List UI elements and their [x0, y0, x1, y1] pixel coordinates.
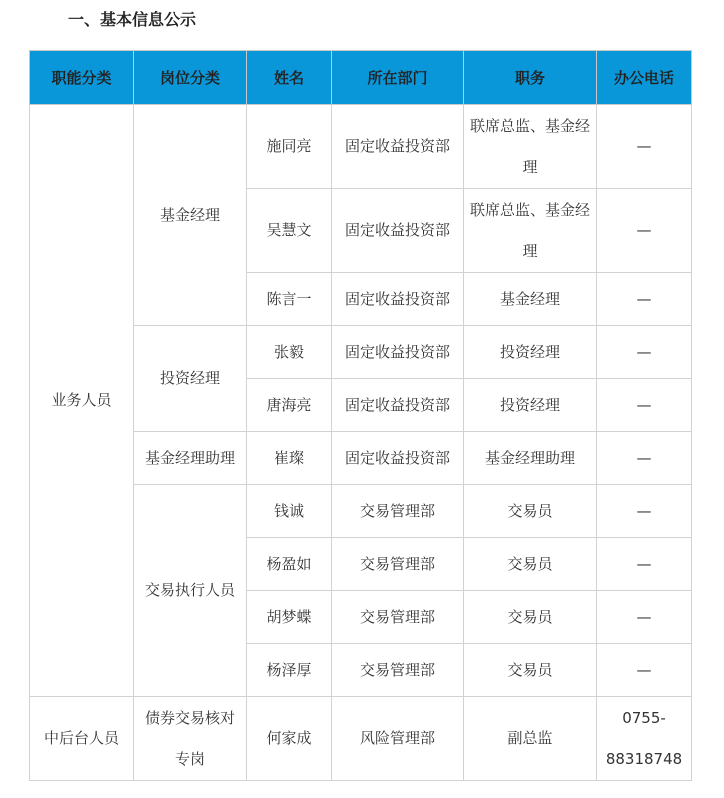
cell-name: 钱诚	[247, 485, 332, 538]
cell-name: 唐海亮	[247, 379, 332, 432]
cell-title: 基金经理助理	[464, 432, 597, 485]
cell-phone: —	[597, 326, 692, 379]
function-group-business: 业务人员	[30, 105, 134, 697]
cell-phone: —	[597, 644, 692, 697]
cell-title: 交易员	[464, 591, 597, 644]
cell-phone: —	[597, 538, 692, 591]
cell-department: 固定收益投资部	[332, 105, 464, 189]
cell-phone: —	[597, 485, 692, 538]
cell-phone: —	[597, 105, 692, 189]
header-department: 所在部门	[332, 51, 464, 105]
cell-department: 交易管理部	[332, 644, 464, 697]
cell-phone: 0755-88318748	[597, 697, 692, 781]
header-position-category: 岗位分类	[134, 51, 247, 105]
position-fund-manager: 基金经理	[134, 105, 247, 326]
cell-name: 施同亮	[247, 105, 332, 189]
cell-department: 固定收益投资部	[332, 273, 464, 326]
header-office-phone: 办公电话	[597, 51, 692, 105]
cell-title: 联席总监、基金经理	[464, 189, 597, 273]
position-bond-trade-verification: 债券交易核对专岗	[134, 697, 247, 781]
cell-department: 固定收益投资部	[332, 189, 464, 273]
cell-department: 风险管理部	[332, 697, 464, 781]
cell-title: 交易员	[464, 485, 597, 538]
cell-department: 交易管理部	[332, 485, 464, 538]
cell-department: 固定收益投资部	[332, 432, 464, 485]
cell-phone: —	[597, 189, 692, 273]
cell-name: 陈言一	[247, 273, 332, 326]
cell-name: 胡梦蝶	[247, 591, 332, 644]
cell-title: 投资经理	[464, 379, 597, 432]
section-title: 一、基本信息公示	[68, 10, 197, 29]
cell-name: 杨盈如	[247, 538, 332, 591]
table-row	[30, 697, 692, 781]
info-table	[29, 50, 692, 781]
position-investment-manager: 投资经理	[134, 326, 247, 432]
cell-name: 崔璨	[247, 432, 332, 485]
cell-phone: —	[597, 432, 692, 485]
cell-department: 固定收益投资部	[332, 379, 464, 432]
cell-phone: —	[597, 591, 692, 644]
cell-title: 联席总监、基金经理	[464, 105, 597, 189]
cell-phone: —	[597, 379, 692, 432]
cell-department: 交易管理部	[332, 538, 464, 591]
cell-name: 吴慧文	[247, 189, 332, 273]
cell-department: 交易管理部	[332, 591, 464, 644]
cell-name: 何家成	[247, 697, 332, 781]
cell-department: 固定收益投资部	[332, 326, 464, 379]
table-header-row	[30, 51, 692, 105]
function-group-back-office: 中后台人员	[30, 697, 134, 781]
position-fund-manager-assistant: 基金经理助理	[134, 432, 247, 485]
table-row	[30, 105, 692, 189]
cell-title: 投资经理	[464, 326, 597, 379]
header-function-category: 职能分类	[30, 51, 134, 105]
position-trade-execution: 交易执行人员	[134, 485, 247, 697]
cell-title: 基金经理	[464, 273, 597, 326]
cell-name: 杨泽厚	[247, 644, 332, 697]
cell-title: 交易员	[464, 644, 597, 697]
cell-title: 交易员	[464, 538, 597, 591]
header-name: 姓名	[247, 51, 332, 105]
cell-title: 副总监	[464, 697, 597, 781]
cell-name: 张毅	[247, 326, 332, 379]
header-title: 职务	[464, 51, 597, 105]
cell-phone: —	[597, 273, 692, 326]
